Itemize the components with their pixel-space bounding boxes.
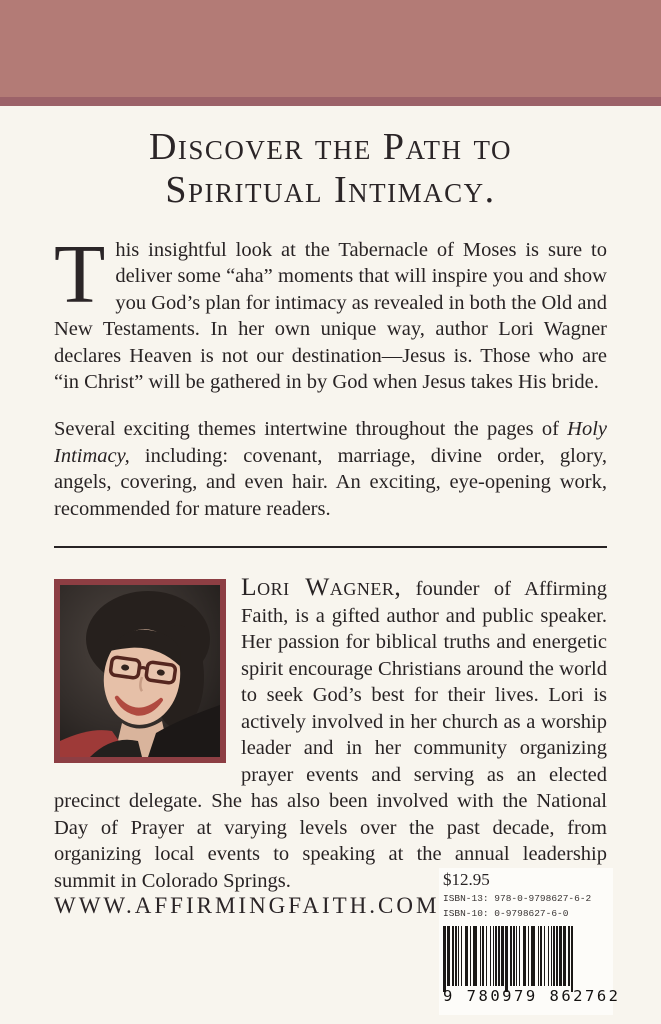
publisher-website: WWW.AFFIRMINGFAITH.COM xyxy=(54,893,440,918)
author-portrait-illustration xyxy=(60,585,220,757)
themes-text-before: Several exciting themes intertwine throughout the pages of xyxy=(54,418,568,441)
author-name: Lori Wagner, xyxy=(241,572,402,602)
headline xyxy=(54,126,607,213)
synopsis-paragraph xyxy=(54,227,607,396)
about-the-author xyxy=(54,574,607,894)
isbn-13-label: ISBN-13: 978-0-9798627-6-2 xyxy=(443,893,592,904)
cover-top-band xyxy=(0,0,661,106)
themes-paragraph xyxy=(54,416,607,522)
author-photo xyxy=(54,579,226,763)
themes-text-after: including: covenant, marriage, divine order, glory, angels, covering, and even hair. An exciting, eye-opening work, recommended for mature readers. xyxy=(54,444,607,520)
synopsis-text: his insightful look at the Tabernacle of Moses is sure to deliver some “aha” moments that will inspire you and show you God’s plan for intimacy as revealed in both the Old and New Testaments. In her own unique way, author Lori Wagner declares Heaven is not our destination—Jesus is. Those who are “in Christ” will be gathered in by God when Jesus takes His bride. xyxy=(54,238,607,394)
section-divider xyxy=(54,546,607,548)
price-label: $12.95 xyxy=(443,870,490,889)
cover-content xyxy=(0,126,661,894)
headline-line-2: Spiritual Intimacy. xyxy=(165,169,496,212)
book-title-italic: Holy Intimacy, xyxy=(54,418,607,467)
barcode-block xyxy=(439,868,621,1015)
barcode-bars xyxy=(443,926,609,986)
headline-line-1: Discover the Path to xyxy=(148,126,513,168)
barcode-number: 9 780979 862762 xyxy=(443,987,621,1005)
isbn-10-label: ISBN-10: 0-9798627-6-0 xyxy=(443,908,569,919)
drop-cap: T xyxy=(54,227,106,321)
author-bio-text: founder of Affirming Faith, is a gifted author and public speaker. Her passion for biblical truths and energetic spirit encourage Christians around the world to seek God’s best for their lives. Lori is actively involved in her church as a worship leader and in her community organizing prayer events and serving as an elected precinct delegate. She has also been involved with the National Day of Prayer at varying levels over the past decade, from organizing local events to speaking at the annual leadership summit in Colorado Springs. xyxy=(54,578,607,892)
